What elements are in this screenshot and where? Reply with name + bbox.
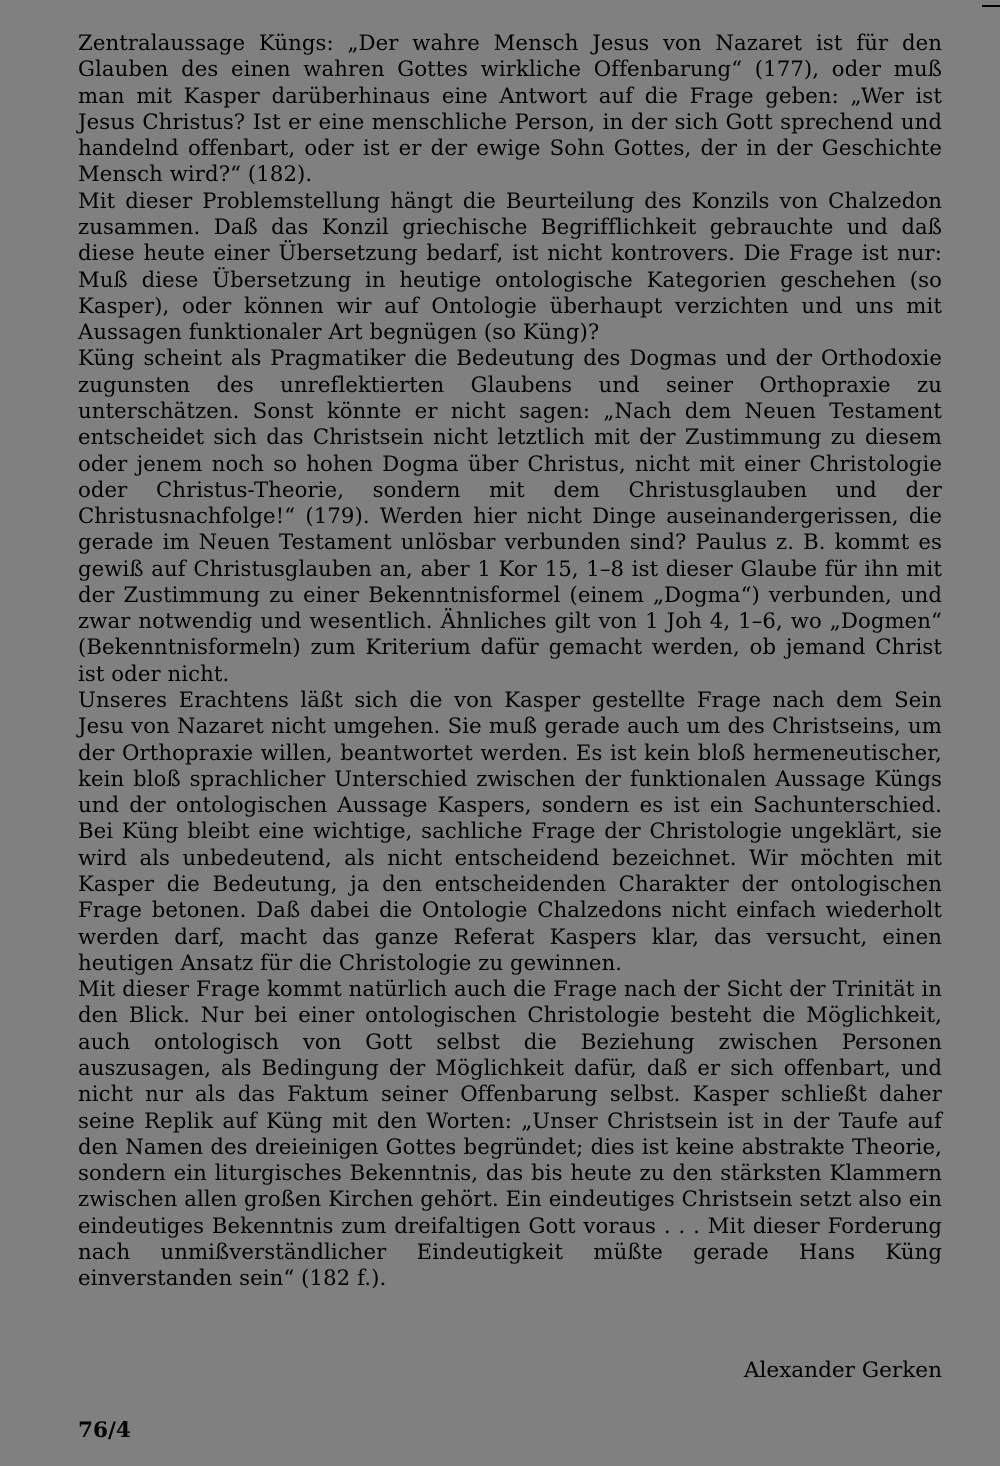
author-signature: Alexander Gerken [743,1358,942,1383]
paragraph-5: Mit dieser Frage kommt natürlich auch die Frage nach der Sicht der Trinität in den Blick. Nur bei einer ontologischen Christologie besteht die Möglichkeit, auch ontologisch von Gott selbst die Beziehung zwischen Personen auszusagen, als Bedingung der Möglichkeit dafür, daß er sich offenbart, und nicht nur als das Faktum seiner Offenbarung selbst. Kasper schließt daher seine Replik auf Küng mit den Worten: „Unser Christsein ist in der Taufe auf den Namen des dreieinigen Gottes begründet; dies ist keine abstrakte Theorie, sondern ein liturgisches Bekenntnis, das bis heute zu den stärksten Klammern zwischen allen großen Kirchen gehört. Ein eindeutiges Christsein setzt also ein eindeutiges Bekenntnis zum dreifaltigen Gott voraus . . . Mit dieser Forderung nach unmißverständlicher Eindeutigkeit müßte gerade Hans Küng einverstanden sein“ (182 f.). [78,976,942,1291]
page-edge-mark [982,5,1000,7]
article-body [78,30,942,1292]
paragraph-3: Küng scheint als Pragmatiker die Bedeutung des Dogmas und der Orthodoxie zugunsten des unreflektierten Glaubens und seiner Orthopraxie zu unterschätzen. Sonst könnte er nicht sagen: „Nach dem Neuen Testament entscheidet sich das Christsein nicht letztlich mit der Zustimmung zu diesem oder jenem noch so hohen Dogma über Christus, nicht mit einer Christologie oder Christus-Theorie, sondern mit dem Christusglauben und der Christusnachfolge!“ (179). Werden hier nicht Dinge auseinandergerissen, die gerade im Neuen Testament unlösbar verbunden sind? Paulus z. B. kommt es gewiß auf Christusglauben an, aber 1 Kor 15, 1–8 ist dieser Glaube für ihn mit der Zustimmung zu einer Bekenntnisformel (einem „Dogma“) verbunden, und zwar notwendig und wesentlich. Ähnliches gilt von 1 Joh 4, 1–6, wo „Dogmen“ (Bekenntnisformeln) zum Kriterium dafür gemacht werden, ob jemand Christ ist oder nicht. [78,345,942,686]
paragraph-1: Zentralaussage Küngs: „Der wahre Mensch Jesus von Nazaret ist für den Glauben des einen wahren Gottes wirkliche Offenbarung“ (177), oder muß man mit Kasper darüberhinaus eine Antwort auf die Frage geben: „Wer ist Jesus Christus? Ist er eine menschliche Person, in der sich Gott sprechend und handelnd offenbart, oder ist er der ewige Sohn Gottes, der in der Geschichte Mensch wird?“ (182). [78,30,942,187]
page-number: 76/4 [78,1418,131,1443]
paragraph-4: Unseres Erachtens läßt sich die von Kasper gestellte Frage nach dem Sein Jesu von Nazaret nicht umgehen. Sie muß gerade auch um des Christseins, um der Orthopraxie willen, beantwortet werden. Es ist kein bloß hermeneutischer, kein bloß sprachlicher Unterschied zwischen der funktionalen Aussage Küngs und der ontologischen Aussage Kaspers, sondern es ist ein Sachunterschied. Bei Küng bleibt eine wichtige, sachliche Frage der Christologie ungeklärt, sie wird als unbedeutend, als nicht entscheidend bezeichnet. Wir möchten mit Kasper die Bedeutung, ja den entscheidenden Charakter der ontologischen Frage betonen. Daß dabei die Ontologie Chalzedons nicht einfach wiederholt werden darf, macht das ganze Referat Kaspers klar, das versucht, einen heutigen Ansatz für die Christologie zu gewinnen. [78,687,942,975]
paragraph-2: Mit dieser Problemstellung hängt die Beurteilung des Konzils von Chalzedon zusammen. Daß das Konzil griechische Begrifflichkeit gebrauchte und daß diese heute einer Übersetzung bedarf, ist nicht kontrovers. Die Frage ist nur: Muß diese Übersetzung in heutige ontologische Kategorien geschehen (so Kasper), oder können wir auf Ontologie überhaupt verzichten und uns mit Aussagen funktionaler Art begnügen (so Küng)? [78,187,942,345]
